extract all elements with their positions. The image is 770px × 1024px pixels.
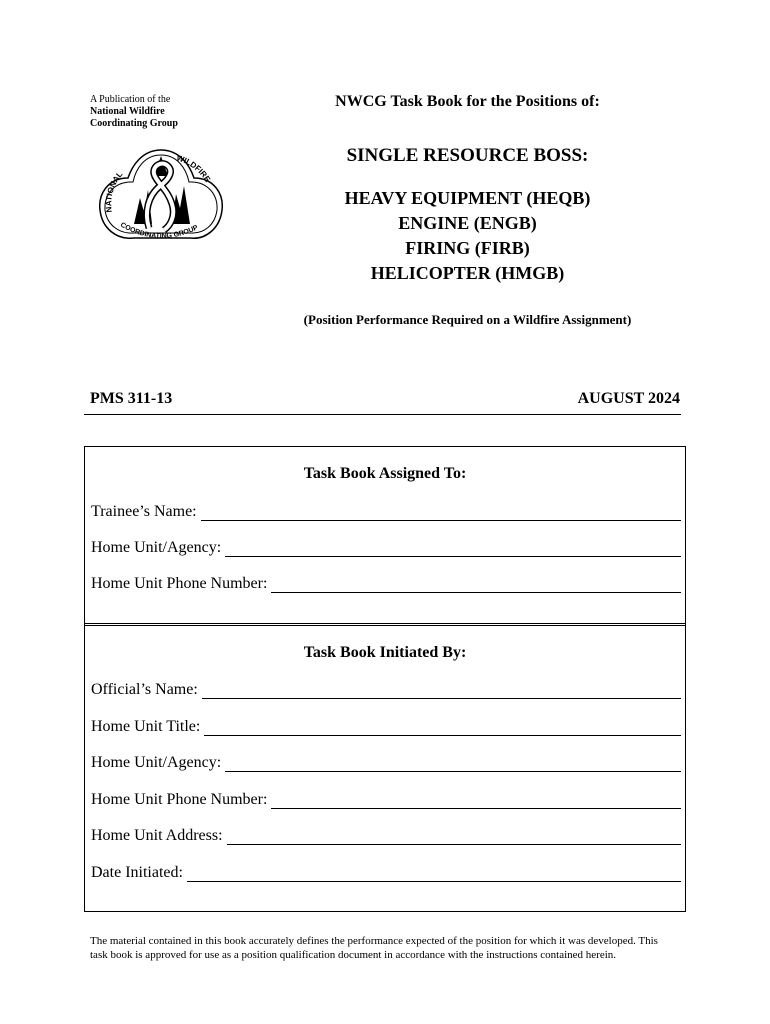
field-input-line[interactable] [271,576,681,593]
document-title: SINGLE RESOURCE BOSS: [346,145,589,166]
field-label: Home Unit Title: [91,718,201,735]
header-rule [84,414,681,415]
home-unit-address-field[interactable] [91,823,681,845]
publisher-block [90,94,178,130]
position-item: HELICOPTER (HMGB) [370,263,565,283]
publisher-line-2: National Wildfire [90,106,165,117]
initiated-home-unit-phone-field[interactable] [91,787,681,809]
position-item: ENGINE (ENGB) [398,213,537,233]
field-input-line[interactable] [187,865,681,882]
field-input-line[interactable] [225,540,681,557]
assigned-section-title: Task Book Assigned To: [303,465,467,482]
initiated-home-unit-agency-field[interactable] [91,750,681,772]
field-input-line[interactable] [204,719,681,736]
trainee-name-field[interactable] [91,499,681,521]
field-label: Date Initiated: [91,864,183,881]
assigned-home-unit-agency-field[interactable] [91,535,681,557]
section-divider [85,623,685,626]
performance-note: (Position Performance Required on a Wildfire Assignment) [303,312,632,327]
official-name-field[interactable] [91,677,681,699]
field-label: Trainee’s Name: [91,503,197,520]
assigned-home-unit-phone-field[interactable] [91,571,681,593]
assignment-form [84,446,686,912]
positions-list [290,186,645,286]
publisher-line-3: Coordinating Group [90,118,178,129]
position-item: HEAVY EQUIPMENT (HEQB) [344,188,591,208]
seal-text-left: NATIONAL [104,169,125,213]
field-label: Home Unit/Agency: [91,754,222,771]
publisher-line-1: A Publication of the [90,94,171,105]
field-label: Home Unit Phone Number: [91,575,268,592]
field-input-line[interactable] [201,504,681,521]
document-heading: NWCG Task Book for the Positions of: [335,93,600,110]
field-label: Official’s Name: [91,681,198,698]
field-input-line[interactable] [227,828,681,845]
field-label: Home Unit/Agency: [91,539,222,556]
initiated-section-title: Task Book Initiated By: [303,644,467,661]
field-input-line[interactable] [202,682,681,699]
publication-date: AUGUST 2024 [577,390,680,407]
seal-text-bottom: COORDINATING GROUP [119,221,200,241]
field-input-line[interactable] [225,755,681,772]
nwcg-seal-icon [94,146,228,248]
home-unit-title-field[interactable] [91,714,681,736]
field-label: Home Unit Phone Number: [91,791,268,808]
pms-number: PMS 311-13 [90,390,173,407]
field-label: Home Unit Address: [91,827,223,844]
date-initiated-field[interactable] [91,860,681,882]
footer-disclaimer: The material contained in this book accurately defines the performance expected of the position for which it was developed. This task book is approved for use as a position qualification document in accordance with the instructions contained herein. [90,935,658,961]
field-input-line[interactable] [271,792,681,809]
position-item: FIRING (FIRB) [405,238,530,258]
seal-text-right: WILDFIRE [175,153,213,184]
